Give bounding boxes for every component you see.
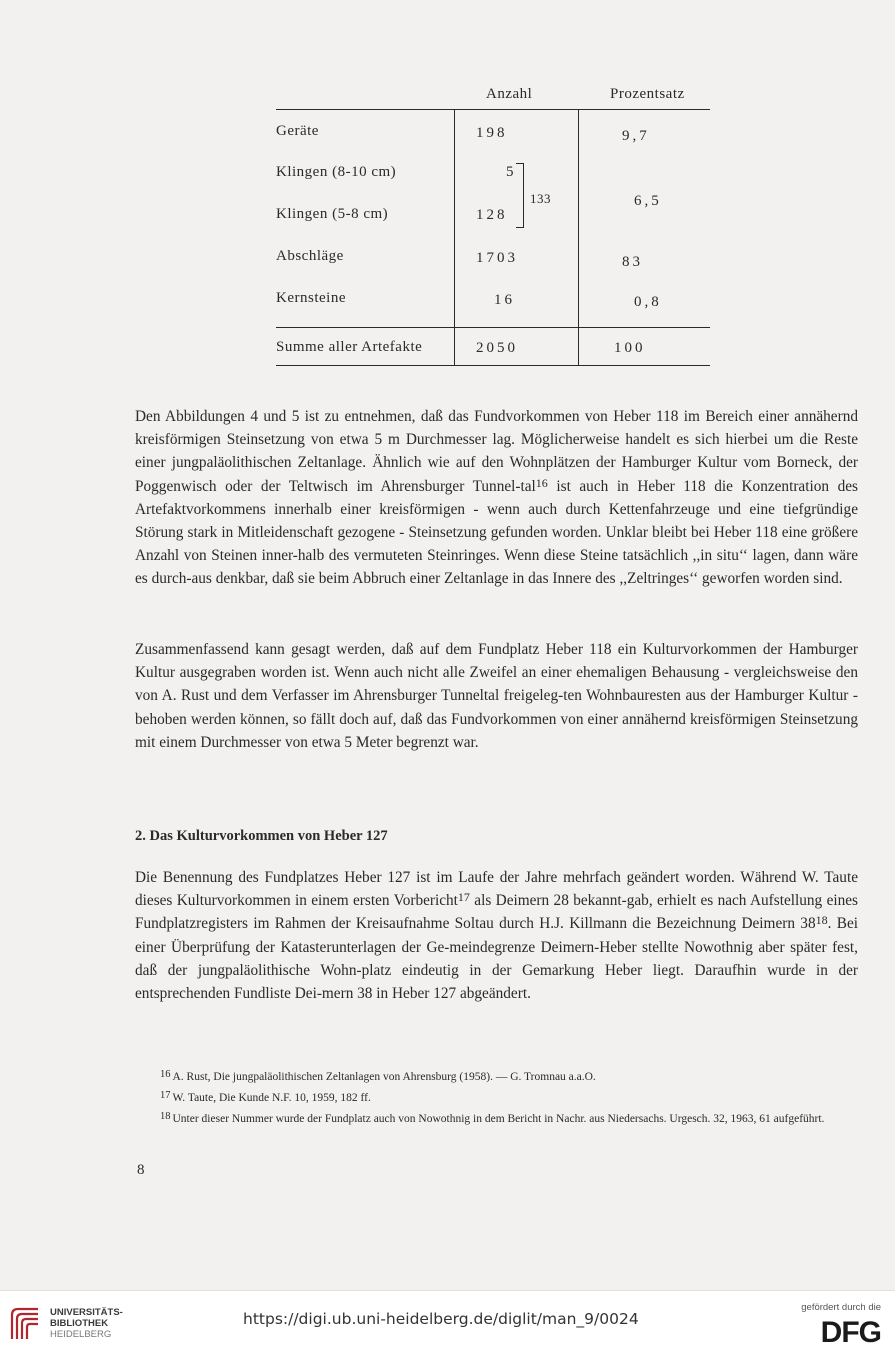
footer-bar: [0, 1290, 895, 1359]
row-percent: 0,8: [634, 294, 662, 310]
table-top-rule: [276, 109, 710, 110]
section-heading: 2. Das Kulturvorkommen von Heber 127: [135, 828, 388, 844]
footnote-17: $^{17}$ W. Taute, Die Kunde N.F. 10, 1959, 182 ff.: [160, 1090, 371, 1104]
row-label: Geräte: [276, 123, 319, 139]
row-label: Klingen (5-8 cm): [276, 206, 389, 222]
paragraph-3: Die Benennung des Fundplatzes Heber 127 ist im Laufe der Jahre mehrfach geändert worden. Während W. Taute dieses Kulturvorkommen in einem ersten Vorbericht$^{17}$ als Deimern 28 bekannt-gab, erhielt es nach Aufstellung eines Fundplatzregisters im Rahmen der Kreisaufnahme Soltau durch H.J. Killmann die Bezeichnung Deimern 38$^{18}$. Bei einer Überprüfung der Katasterunterlagen der Ge-meindegrenze Deimern-Heber stellte Nowothnig aber später fest, daß der jungpaläolithische Wohn-platz eindeutig in der Gemarkung Heber liegt. Daraufhin wurde in der entsprechenden Fundliste Dei-mern 38 in Heber 127 abgeändert.: [135, 869, 858, 1003]
klingen-sum: 133: [530, 191, 551, 206]
row-percent: 83: [622, 254, 643, 270]
paragraph-2: Zusammenfassend kann gesagt werden, daß auf dem Fundplatz Heber 118 ein Kulturvorkommen der Hamburger Kultur ausgegraben worden ist. Wenn auch nicht alle Zweifel an einer ehemaligen Behausung - vergleichsweise den von A. Rust und dem Verfasser im Ahrensburger Tunneltal freigeleg-ten Wohnbauresten aus der Hamburger Kultur - behoben werden können, so fällt doch auf, daß das Fundvorkommen von einer annähernd kreisförmigen Steinsetzung mit einem Durchmesser von etwa 5 Meter begrenzt war.: [135, 641, 858, 751]
klingen-percent: 6,5: [634, 193, 662, 209]
row-count: 1703: [476, 250, 518, 266]
library-name[interactable]: UNIVERSITÄTS- BIBLIOTHEK HEIDELBERG: [50, 1307, 123, 1340]
footnote-ref-17: 17: [457, 890, 470, 905]
row-count: 198: [476, 125, 508, 141]
funded-by-label: gefördert durch die: [801, 1302, 881, 1313]
row-count: 16: [494, 292, 515, 308]
paragraph-1: Den Abbildungen 4 und 5 ist zu entnehmen, daß das Fundvorkommen von Heber 118 im Bereich einer annähernd kreisförmigen Steinsetzung von etwa 5 m Durchmesser lag. Möglicherweise handelt es sich hierbei um die Reste einer jungpaläolithischen Zeltanlage. Ähnlich wie auf den Wohnplätzen der Hamburger Kultur vom Borneck, der Poggenwisch oder der Teltwisch im Ahrensburger Tunnel-tal$^{16}$ ist auch in Heber 118 die Konzentration des Artefaktvorkommens innerhalb einer kreisförmigen - wenn auch durch Kettenfahrzeuge und eine tiefgründige Störung stark in Mitleidenschaft gezogene - Steinsetzung gefunden worden. Unklar bleibt bei Heber 118 eine größere Anzahl von Steinen inner-halb des vermuteten Steinringes. Wenn diese Steine tatsächlich ,,in situ‘‘ lagen, dann wäre es durch-aus denkbar, daß sie beim Abbruch einer Zeltanlage in das Innere des ,,Zeltringes‘‘ geworfen worden sind.: [135, 408, 858, 588]
row-count: 5: [506, 164, 517, 180]
footnote-ref-18: 18: [815, 913, 828, 928]
total-percent: 100: [614, 340, 646, 356]
total-count: 2050: [476, 340, 518, 356]
footnote-16: $^{16}$ A. Rust, Die jungpaläolithischen Zeltanlagen von Ahrensburg (1958). — G. Tromnau a.a.O.: [160, 1069, 596, 1083]
row-percent: 9,7: [622, 128, 650, 144]
permalink-url[interactable]: https://digi.ub.uni-heidelberg.de/diglit/man_9/0024: [243, 1310, 639, 1328]
header-prozentsatz: Prozentsatz: [610, 86, 685, 102]
row-label: Kernsteine: [276, 290, 346, 306]
footnote-ref-16: 16: [535, 475, 548, 490]
total-label: Summe aller Artefakte: [276, 339, 423, 355]
page-number: 8: [137, 1162, 145, 1178]
dfg-logo[interactable]: DFG: [820, 1316, 881, 1349]
table-sum-rule: [276, 327, 710, 328]
row-label: Abschläge: [276, 248, 344, 264]
artifact-table: [0, 0, 895, 380]
footnote-18: $^{18}$ Unter dieser Nummer wurde der Fundplatz auch von Nowothnig in dem Bericht in Nachr. aus Niedersachs. Urgesch. 32, 1963, 61 aufgeführt.: [160, 1111, 825, 1125]
row-count: 128: [476, 207, 508, 223]
header-anzahl: Anzahl: [486, 86, 533, 102]
library-logo-icon[interactable]: [8, 1305, 42, 1341]
klingen-bracket: [516, 163, 524, 228]
table-bottom-rule: [276, 365, 710, 366]
row-label: Klingen (8-10 cm): [276, 164, 397, 180]
